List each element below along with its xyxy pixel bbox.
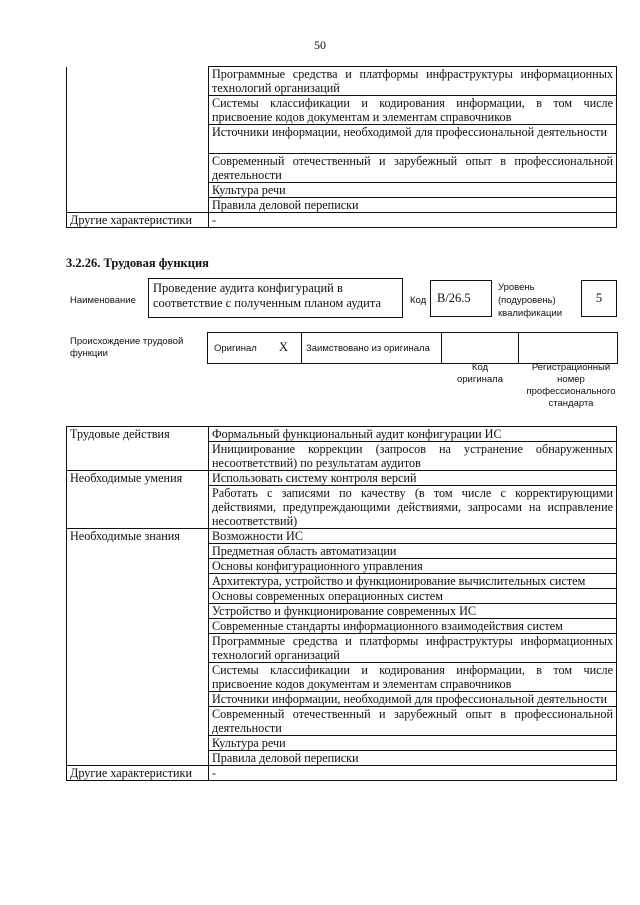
function-requirements-table xyxy=(66,426,617,781)
knowledge-item: Источники информации, необходимой для профессиональной деятельности xyxy=(209,692,617,707)
origin-code-caption: Код оригинала xyxy=(456,362,503,385)
table-row xyxy=(67,529,617,544)
knowledge-item: Современные стандарты информационного взаимодействия систем xyxy=(209,619,617,634)
skill-item: Использовать систему контроля версий xyxy=(209,471,617,486)
knowledge-label: Необходимые знания xyxy=(67,529,209,766)
knowledge-item: Культура речи xyxy=(209,736,617,751)
skills-label: Необходимые умения xyxy=(67,471,209,529)
knowledge-item: Устройство и функционирование современных ИС xyxy=(209,604,617,619)
table-row xyxy=(67,67,617,96)
knowledge-item: Системы классификации и кодирования информации, в том числе присвоение кодов документам и элементам справочников xyxy=(209,663,617,692)
section-title: 3.2.26. Трудовая функция xyxy=(66,256,209,270)
knowledge-item: Основы современных операционных систем xyxy=(209,589,617,604)
code-value: B/26.5 xyxy=(437,291,471,305)
action-item: Формальный функциональный аудит конфигурации ИС xyxy=(209,427,617,442)
original-mark: X xyxy=(279,340,289,354)
top-requirements-table xyxy=(66,66,617,228)
knowledge-item: Основы конфигурационного управления xyxy=(209,559,617,574)
knowledge-item: Предметная область автоматизации xyxy=(209,544,617,559)
knowledge-item: Правила деловой переписки xyxy=(209,198,617,213)
other-characteristics-label: Другие характеристики xyxy=(67,213,209,228)
function-name-box xyxy=(148,278,403,318)
level-box xyxy=(581,280,617,317)
table-row xyxy=(67,766,617,781)
knowledge-item: Программные средства и платформы инфраструктуры информационных технологий организаций xyxy=(209,634,617,663)
knowledge-item: Системы классификации и кодирования информации, в том числе присвоение кодов документам и элементам справочников xyxy=(209,96,617,125)
divider xyxy=(301,332,302,364)
knowledge-item: Культура речи xyxy=(209,183,617,198)
actions-label: Трудовые действия xyxy=(67,427,209,471)
borrowed-label: Заимствовано из оригинала xyxy=(306,343,430,354)
function-name-value: Проведение аудита конфигураций в соответствие с полученным планом аудита xyxy=(153,281,381,310)
level-label: Уровень (подуровень) квалификации xyxy=(498,282,563,319)
code-box xyxy=(430,280,492,317)
knowledge-item: Источники информации, необходимой для профессиональной деятельности xyxy=(209,125,617,154)
table-row xyxy=(67,427,617,442)
other-characteristics-value: - xyxy=(209,766,617,781)
knowledge-item: Современный отечественный и зарубежный опыт в профессиональной деятельности xyxy=(209,707,617,736)
knowledge-item: Архитектура, устройство и функционирование вычислительных систем xyxy=(209,574,617,589)
knowledge-label-cell xyxy=(67,67,209,213)
knowledge-item: Современный отечественный и зарубежный опыт в профессиональной деятельности xyxy=(209,154,617,183)
knowledge-item: Правила деловой переписки xyxy=(209,751,617,766)
name-label: Наименование xyxy=(70,295,136,306)
divider xyxy=(518,332,519,364)
skill-item: Работать с записями по качеству (в том числе с корректирующими действиями, предупреждающими действиями, запросами на исправление несоответствий) xyxy=(209,486,617,529)
divider xyxy=(441,332,442,364)
page-number: 50 xyxy=(314,38,326,52)
level-value: 5 xyxy=(595,291,603,305)
action-item: Инициирование коррекции (запросов на устранение обнаруженных несоответствий) по результатам аудитов xyxy=(209,442,617,471)
other-characteristics-label: Другие характеристики xyxy=(67,766,209,781)
original-label: Оригинал xyxy=(214,343,257,354)
knowledge-item: Возможности ИС xyxy=(209,529,617,544)
origin-label: Происхождение трудовой функции xyxy=(70,336,184,359)
knowledge-item: Программные средства и платформы инфраструктуры информационных технологий организаций xyxy=(209,67,617,96)
table-row xyxy=(67,471,617,486)
reg-number-caption: Регистрационный номер профессионального стандарта xyxy=(526,362,616,409)
code-label: Код xyxy=(410,295,427,306)
table-row xyxy=(67,213,617,228)
other-characteristics-value: - xyxy=(209,213,617,228)
